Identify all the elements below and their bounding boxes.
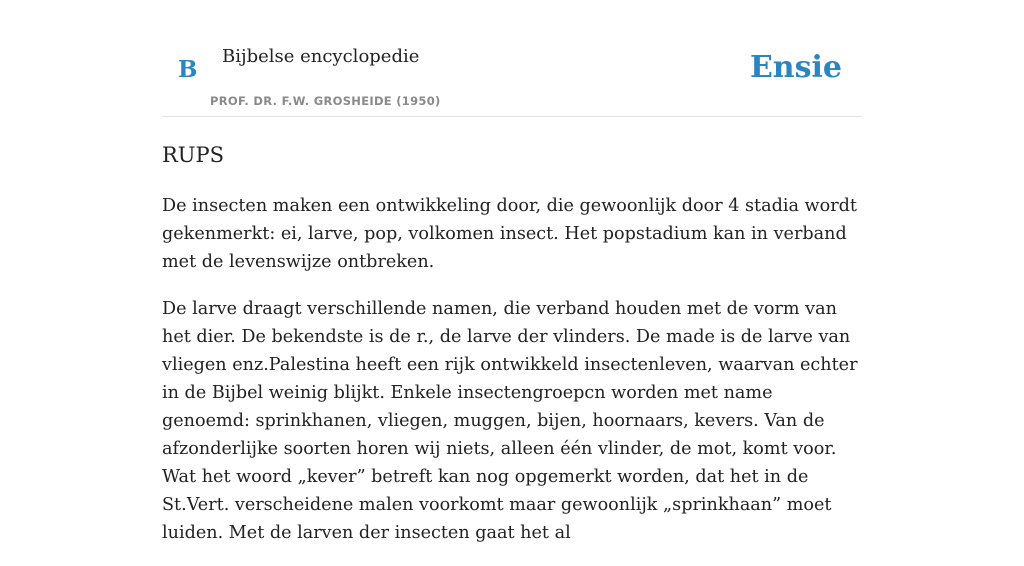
ensie-logo-link[interactable]: Ensie	[749, 50, 842, 85]
site-header	[162, 0, 862, 117]
book-author: PROF. DR. F.W. GROSHEIDE (1950)	[210, 94, 441, 108]
book-logo-link[interactable]: B	[178, 56, 198, 83]
book-title-link[interactable]: Bijbelse encyclopedie	[222, 46, 420, 67]
article-headword: RUPS	[162, 143, 225, 167]
article-paragraph-1: De insecten maken een ontwikkeling door, die gewoonlijk door 4 stadia wordt gekenmerkt: ei, larve, pop, volkomen insect. Het popstadium kan in verband met de levenswijze ontbreken.	[162, 196, 857, 272]
article	[162, 140, 862, 566]
article-paragraph-2: De larve draagt verschillende namen, die verband houden met de vorm van het dier. De bekendste is de r., de larve der vlinders. De made is de larve van vliegen enz.Palestina heeft een rijk ontwikkeld insectenleven, waarvan echter in de Bijbel weinig blijkt. Enkele insectengroepcn worden met name genoemd: sprinkhanen, vliegen, muggen, bijen, hoornaars, kevers. Van de afzonderlijke soorten horen wij niets, alleen één vlinder, de mot, komt voor. Wat het woord „kever” betreft kan nog opgemerkt worden, dat het in de St.Vert. verscheidene malen voorkomt maar gewoonlijk „sprinkhaan” moet luiden. Met de larven der insecten gaat het al	[162, 299, 858, 543]
